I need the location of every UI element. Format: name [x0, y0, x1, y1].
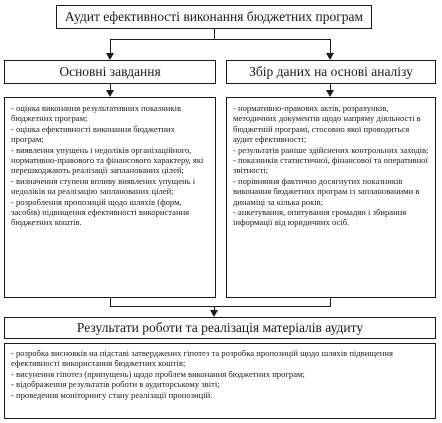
main-tasks-list-box [4, 97, 216, 298]
list-item: - оцінка ефективності виконання бюджетних програм; [11, 123, 175, 145]
results-list-box [4, 343, 436, 419]
connector-top-stem [214, 29, 215, 39]
data-collection-list [233, 103, 429, 228]
list-item: - показників статистичної, фінансової та оперативної звітності; [233, 155, 428, 176]
list-item: - проведення моніторингу стану реалізації пропозицій. [11, 389, 213, 400]
list-item: - визначення ступеня впливу виявлених упущень і недоліків на реалізацію запланованих цілей; [11, 175, 196, 197]
main-tasks-list [11, 103, 209, 228]
audit-title-box [56, 5, 372, 29]
list-item: - розробка висновків на підставі затверджених гіпотез та розробка пропозицій щодо шляхів підвищення ефективності використання бюджетних коштів; [11, 348, 393, 369]
main-tasks-header [4, 60, 216, 84]
connector-right-list-down [330, 298, 331, 306]
connector-top-horizontal [110, 39, 330, 40]
connector-left-list-down [110, 298, 111, 306]
list-item: - відображення результатів роботи в аудиторському звіті; [11, 379, 220, 390]
audit-title: Аудит ефективності виконання бюджетних програм [64, 9, 364, 24]
list-item: - анкетування, опитування громадян і збирання інформації від юридичних осіб. [233, 207, 407, 228]
list-item: - нормативно-правових актів, розрахунків, методичних документів щодо напряму діяльності в бюджетній програмі, стосовно якої проводиться аудит ефективності; [233, 103, 421, 145]
data-collection-list-box [226, 97, 436, 298]
data-collection-title: Збір даних на основі аналізу [249, 64, 413, 79]
list-item: - порівняння фактично досягнутих показників виконання бюджетних програм із запланованими в динаміці за кілька років; [233, 175, 420, 207]
results-title: Результати роботи та реалізація матеріалів аудиту [76, 320, 364, 335]
results-header [4, 317, 436, 339]
list-item: - розроблення пропозицій щодо шляхів (форм, засобів) підвищення ефективності використання бюджетних коштів. [11, 196, 190, 228]
arrow-to-left-header [106, 53, 114, 60]
results-list [11, 348, 429, 400]
main-tasks-title: Основні завдання [59, 64, 161, 79]
arrow-right-header-to-list [326, 90, 334, 97]
arrow-to-results-header [210, 310, 218, 317]
arrow-left-header-to-list [106, 90, 114, 97]
connector-bottom-horizontal [110, 306, 331, 307]
list-item: - виявлення упущень і недоліків організаційного, нормативно-правового та фінансового характеру, які перешкоджають реалізації запланованих цілей; [11, 144, 204, 176]
arrow-to-right-header [326, 53, 334, 60]
data-collection-header [226, 60, 436, 84]
list-item: - оцінка виконання результативних показників бюджетних програм; [11, 103, 182, 124]
list-item: - результатів раніше здійснених контрольних заходів; [233, 144, 429, 155]
list-item: - висунення гіпотез (припущень) щодо проблем виконання бюджетних програм; [11, 368, 305, 379]
